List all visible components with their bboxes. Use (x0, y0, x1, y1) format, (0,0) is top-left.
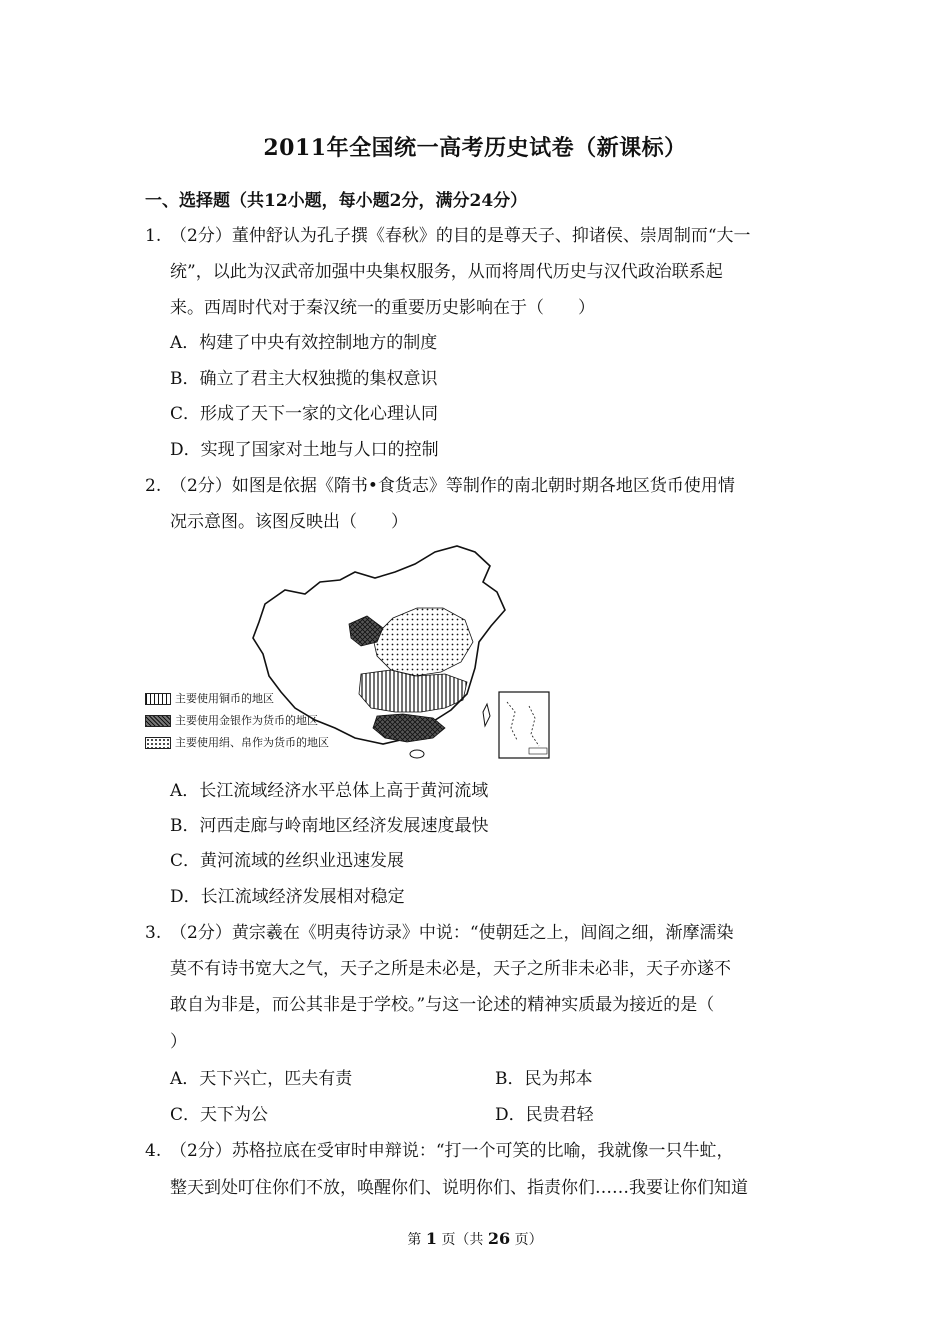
question-4-number: 4. (145, 1141, 162, 1161)
copper-coin-region (359, 670, 467, 712)
question-3-number: 3. (145, 923, 162, 943)
question-1-option-d[interactable]: D．实现了国家对土地与人口的控制 (170, 440, 439, 460)
page-footer: 第 1 页（共 26 页） (407, 1229, 543, 1248)
legend-item-gold-silver: 主要使用金银作为货币的地区 (145, 714, 318, 728)
question-2-option-d[interactable]: D．长江流域经济发展相对稳定 (170, 887, 405, 907)
legend-item-copper: 主要使用铜币的地区 (145, 692, 274, 706)
question-1-text-line: 统”，以此为汉武帝加强中央集权服务，从而将周代历史与汉代政治联系起 (170, 262, 723, 282)
question-1-option-a[interactable]: A．构建了中央有效控制地方的制度 (170, 333, 438, 353)
question-3-text-line: 莫不有诗书宽大之气，天子之所是未必是，天子之所非未必非，天子亦遂不 (170, 959, 731, 979)
hainan-island (410, 750, 424, 758)
question-4-text-line: 整天到处叮住你们不放，唤醒你们、说明你们、指责你们……我要让你们知道 (170, 1178, 748, 1198)
section-heading: 一、选择题（共12小题，每小题2分，满分24分） (145, 191, 528, 211)
question-3-text-line: 敢自为非是，而公其非是于学校。”与这一论述的精神实质最为接近的是（ (170, 995, 715, 1015)
question-3-text-line: （2分）黄宗羲在《明夷待访录》中说：“使朝廷之上，闾阎之细，渐摩濡染 (170, 923, 734, 943)
currency-map-figure (145, 542, 555, 764)
page-title: 2011年全国统一高考历史试卷（新课标） (263, 135, 687, 161)
question-2-option-a[interactable]: A．长江流域经济水平总体上高于黄河流域 (170, 781, 489, 801)
question-3-option-d[interactable]: D．民贵君轻 (495, 1105, 594, 1125)
legend-swatch-crosshatch (145, 715, 171, 727)
question-3-option-b[interactable]: B．民为邦本 (495, 1069, 593, 1089)
question-1-text-line: （2分）董仲舒认为孔子撰《春秋》的目的是尊天子、抑诸侯、崇周制而“大一 (170, 226, 751, 246)
question-2-text-line: （2分）如图是依据《隋书•食货志》等制作的南北朝时期各地区货币使用情 (170, 476, 735, 496)
china-map-illustration (145, 542, 555, 764)
question-3-text-line: ） (170, 1032, 187, 1052)
taiwan-island (483, 704, 490, 726)
question-3-option-c[interactable]: C．天下为公 (170, 1105, 269, 1125)
question-4-text-line: （2分）苏格拉底在受审时申辩说：“打一个可笑的比喻，我就像一只牛虻， (170, 1141, 734, 1161)
current-page-number: 1 (425, 1229, 437, 1248)
question-2-option-b[interactable]: B．河西走廊与岭南地区经济发展速度最快 (170, 816, 489, 836)
legend-swatch-dots (145, 737, 171, 749)
legend-item-silk: 主要使用绢、帛作为货币的地区 (145, 736, 329, 750)
question-2-option-c[interactable]: C．黄河流域的丝织业迅速发展 (170, 851, 405, 871)
question-2-text-line: 况示意图。该图反映出（ ） (170, 512, 408, 532)
question-1-text-line: 来。西周时代对于秦汉统一的重要历史影响在于（ ） (170, 298, 595, 318)
question-2-number: 2. (145, 476, 162, 496)
question-1-number: 1. (145, 226, 162, 246)
question-1-option-c[interactable]: C．形成了天下一家的文化心理认同 (170, 404, 439, 424)
question-3-option-a[interactable]: A．天下兴亡，匹夫有责 (170, 1069, 353, 1089)
legend-swatch-vertical-lines (145, 693, 171, 705)
question-1-option-b[interactable]: B．确立了君主大权独揽的集权意识 (170, 369, 438, 389)
total-page-count: 26 (487, 1229, 511, 1248)
